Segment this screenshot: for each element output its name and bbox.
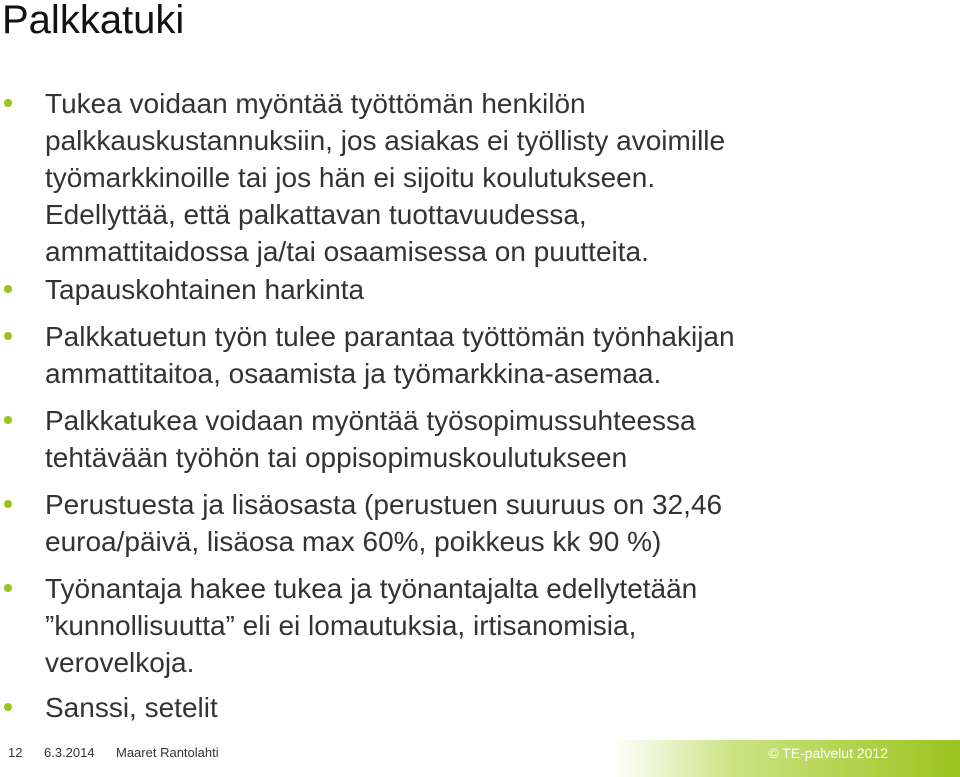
bullet-line: tehtävään työhön tai oppisopimuskoulutukseen — [45, 442, 628, 473]
bullet-item-1 — [0, 85, 900, 270]
bullet-list — [0, 85, 900, 726]
bullet-line: ammattitaitoa, osaamista ja työmarkkina-asemaa. — [45, 358, 662, 389]
slide-footer — [0, 740, 960, 777]
footer-date: 6.3.2014 — [44, 745, 95, 760]
bullet-line: Perustuesta ja lisäosasta (perustuen suuruus on 32,46 — [45, 489, 723, 520]
slide-title: Palkkatuki — [2, 0, 185, 42]
bullet-item-2 — [0, 271, 900, 308]
bullet-icon — [4, 416, 12, 424]
bullet-line: Tukea voidaan myöntää työttömän henkilön — [45, 88, 586, 119]
bullet-line: ammattitaidossa ja/tai osaamisessa on puutteita. — [45, 236, 649, 267]
page-number: 12 — [8, 745, 23, 760]
bullet-line: Palkkatuetun työn tulee parantaa työttömän työnhakijan — [45, 321, 735, 352]
bullet-line: verovelkoja. — [45, 647, 195, 678]
bullet-line: euroa/päivä, lisäosa max 60%, poikkeus kk 90 %) — [45, 526, 662, 557]
bullet-icon — [4, 332, 12, 340]
bullet-item-6 — [0, 570, 900, 681]
bullet-line: Palkkatukea voidaan myöntää työsopimussuhteessa — [45, 405, 696, 436]
bullet-icon — [4, 703, 12, 711]
bullet-line: palkkauskustannuksiin, jos asiakas ei työllisty avoimille — [45, 125, 726, 156]
bullet-line: Tapauskohtainen harkinta — [45, 274, 365, 305]
copyright-notice: © TE-palvelut 2012 — [768, 745, 888, 761]
bullet-line: ”kunnollisuutta” eli ei lomautuksia, irtisanomisia, — [45, 610, 637, 641]
bullet-item-3 — [0, 318, 900, 392]
bullet-icon — [4, 285, 12, 293]
bullet-line: työmarkkinoille tai jos hän ei sijoitu koulutukseen. — [45, 162, 656, 193]
bullet-line: Edellyttää, että palkattavan tuottavuudessa, — [45, 199, 587, 230]
bullet-icon — [4, 99, 12, 107]
bullet-icon — [4, 500, 12, 508]
bullet-line: Sanssi, setelit — [45, 692, 218, 723]
bullet-item-4 — [0, 402, 900, 476]
bullet-item-7 — [0, 689, 900, 726]
bullet-line: Työnantaja hakee tukea ja työnantajalta edellytetään — [45, 573, 698, 604]
bullet-icon — [4, 584, 12, 592]
bullet-item-5 — [0, 486, 900, 560]
footer-author: Maaret Rantolahti — [116, 745, 219, 760]
